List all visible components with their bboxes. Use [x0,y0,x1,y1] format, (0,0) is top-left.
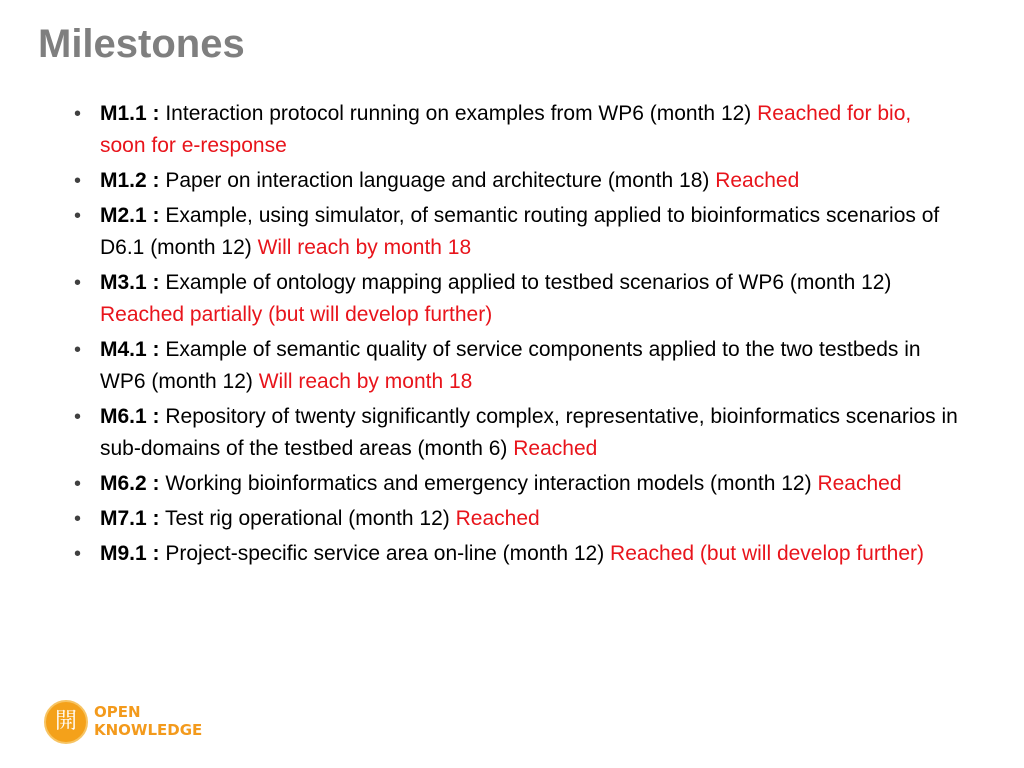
milestone-status: Reached partially (but will develop further) [100,303,493,326]
logo-glyph: 開 [54,709,77,734]
milestone-item [60,503,960,535]
bullet-icon: • [74,170,82,192]
milestone-description: Example of semantic quality of service components applied to the two testbeds in WP6 (month 12) [100,338,921,393]
milestone-description: Example of ontology mapping applied to testbed scenarios of WP6 (month 12) [159,271,892,294]
milestone-id: M1.1 : [100,102,160,125]
milestone-id: M2.1 : [100,204,160,227]
milestone-status: Reached [455,507,540,530]
bullet-icon: • [74,339,82,361]
bullet-icon: • [74,103,82,125]
milestone-description: Working bioinformatics and emergency interaction models (month 12) [159,472,818,495]
milestone-id: M9.1 : [100,542,160,565]
bullet-icon: • [74,406,82,428]
bullet-icon: • [74,473,82,495]
milestone-list [60,98,960,573]
milestone-id: M1.2 : [100,169,160,192]
milestone-id: M7.1 : [100,507,160,530]
milestone-item [60,267,960,331]
milestone-item [60,334,960,398]
logo-line-open: OPEN [94,703,141,721]
milestone-item [60,200,960,264]
milestone-item [60,165,960,197]
bullet-icon: • [74,272,82,294]
logo-emblem-icon [44,700,88,744]
milestone-status: Reached for bio, soon for e-response [100,102,912,157]
open-knowledge-logo [44,698,244,746]
milestone-status: Reached [715,169,800,192]
bullet-icon: • [74,543,82,565]
milestone-id: M3.1 : [100,271,160,294]
milestone-id: M6.2 : [100,472,160,495]
milestone-status: Reached (but will develop further) [610,542,925,565]
slide-title: Milestones [38,22,245,66]
milestone-item [60,468,960,500]
milestone-item [60,98,960,162]
milestone-status: Reached [513,437,598,460]
milestone-description: Interaction protocol running on examples from WP6 (month 12) [159,102,758,125]
milestone-id: M4.1 : [100,338,160,361]
milestone-description: Example, using simulator, of semantic routing applied to bioinformatics scenarios of D6.1 (month 12) [100,204,940,259]
logo-wordmark [94,703,202,739]
milestone-id: M6.1 : [100,405,160,428]
milestone-description: Project-specific service area on-line (month 12) [159,542,611,565]
milestone-status: Will reach by month 18 [257,236,472,259]
milestone-item [60,401,960,465]
milestone-description: Repository of twenty significantly complex, representative, bioinformatics scenarios in sub-domains of the testbed areas (month 6) [100,405,958,460]
milestone-status: Reached [817,472,902,495]
bullet-icon: • [74,205,82,227]
logo-line-knowledge: KNOWLEDGE [94,721,203,739]
milestone-item [60,538,960,570]
bullet-icon: • [74,508,82,530]
milestone-description: Test rig operational (month 12) [159,507,456,530]
milestone-status: Will reach by month 18 [258,370,473,393]
milestone-description: Paper on interaction language and architecture (month 18) [159,169,716,192]
